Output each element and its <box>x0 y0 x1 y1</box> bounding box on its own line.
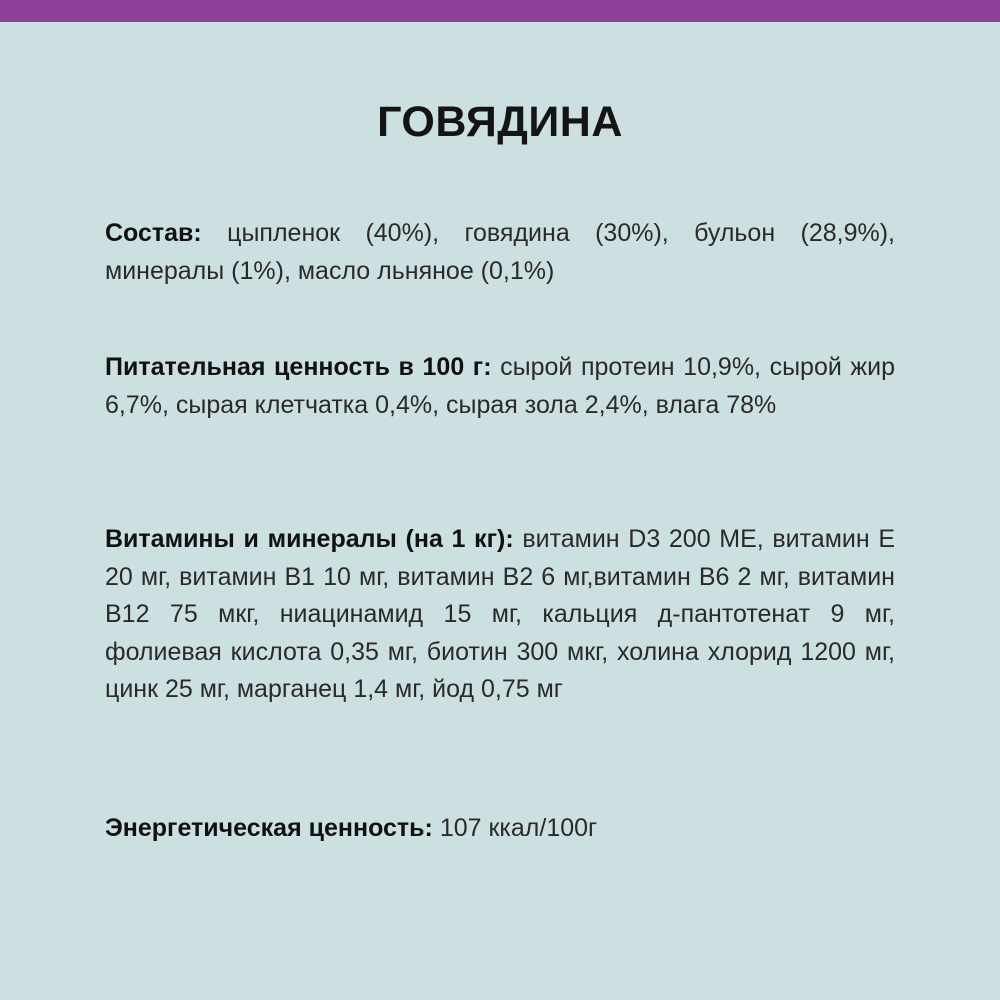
vitamins-label: Витамины и минералы (на 1 кг): <box>105 525 514 553</box>
nutrition-text: сырой протеин 10,9%, сырой жир 6,7%, сырая клетчатка 0,4%, сырая зола 2,4%, влага 78% <box>105 353 895 419</box>
nutrition-section <box>105 349 895 424</box>
vitamins-section <box>105 521 895 709</box>
vitamins-text: витамин D3 200 МЕ, витамин Е 20 мг, витамин В1 10 мг, витамин В2 6 мг,витамин В6 2 мг, витамин В12 75 мкг, ниацинамид 15 мг, кальция д-пантотенат 9 мг, фолиевая кислота 0,35 мг, биотин 300 мкг, холина хлорид 1200 мг, цинк 25 мг, марганец 1,4 мг, йод 0,75 мг <box>105 525 895 703</box>
energy-section <box>105 810 895 848</box>
nutrition-label: Питательная ценность в 100 г: <box>105 353 492 381</box>
composition-label: Состав: <box>105 219 202 247</box>
energy-text: 107 ккал/100г <box>439 814 598 842</box>
page-title: ГОВЯДИНА <box>377 98 623 146</box>
composition-text: цыпленок (40%), говядина (30%), бульон (28,9%), минералы (1%), масло льняное (0,1%) <box>105 219 895 285</box>
top-accent-bar <box>0 0 1000 22</box>
energy-label: Энергетическая ценность: <box>105 814 433 842</box>
composition-section <box>105 215 895 290</box>
